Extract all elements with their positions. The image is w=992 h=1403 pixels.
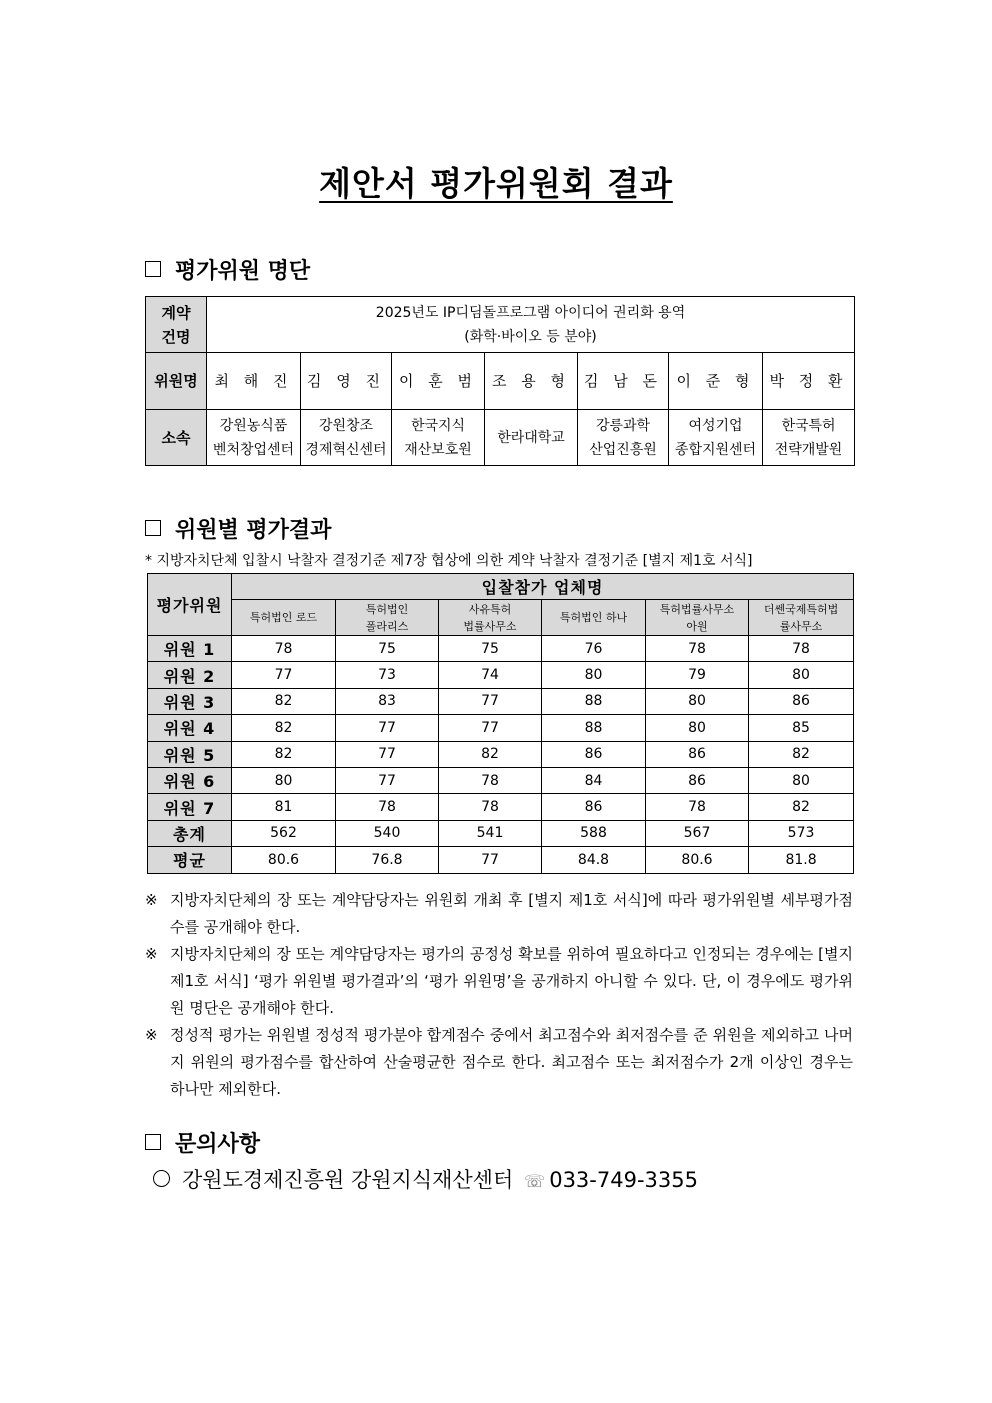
checkbox-square-icon <box>145 520 161 536</box>
score-cell: 78 <box>232 636 336 662</box>
member-affiliation <box>669 410 763 466</box>
row-label: 위원 5 <box>148 741 232 767</box>
score-cell: 77 <box>336 741 439 767</box>
score-cell: 80 <box>749 662 854 688</box>
contract-name-cell: 2025년도 IP디딤돌프로그램 아이디어 권리화 용역 (화학·바이오 등 분야) <box>207 297 855 353</box>
notes-list <box>145 887 853 1103</box>
table-row <box>148 715 854 741</box>
company-header <box>749 600 854 636</box>
member-name: 김 남 돈 <box>578 353 669 410</box>
members-table <box>145 296 855 466</box>
company-header-line: 아원 <box>686 619 708 633</box>
row-label: 위원 2 <box>148 662 232 688</box>
score-cell: 77 <box>439 688 542 714</box>
checkbox-square-icon <box>145 261 161 277</box>
score-cell: 77 <box>232 662 336 688</box>
company-header <box>542 600 646 636</box>
score-cell: 78 <box>439 767 542 793</box>
row-label: 총계 <box>148 820 232 846</box>
member-affiliation-line: 강릉과학 <box>595 417 651 434</box>
table-row <box>148 688 854 714</box>
score-cell: 86 <box>542 794 646 820</box>
member-affiliation <box>392 410 485 466</box>
row-label: 위원 1 <box>148 636 232 662</box>
company-header-line: 더쎈국제특허법 <box>763 602 839 616</box>
score-cell: 86 <box>749 688 854 714</box>
note-item <box>145 941 853 1022</box>
score-cell: 588 <box>542 820 646 846</box>
score-cell: 82 <box>232 688 336 714</box>
company-header-line: 률사무소 <box>779 619 823 633</box>
member-name: 박 정 환 <box>763 353 855 410</box>
member-affiliation-line: 여성기업 <box>688 417 743 434</box>
note-text: 정성적 평가는 위원별 정성적 평가분야 합계점수 중에서 최고점수와 최저점수를 준 위원을 제외하고 나머지 위원의 평가점수를 합산하여 산술평균한 점수로 한다. 최고점수 또는 최저점수가 2개 이상인 경우는 하나만 제외한다. <box>170 1026 853 1098</box>
score-cell: 78 <box>439 794 542 820</box>
company-header-line: 법률사무소 <box>463 619 517 633</box>
score-cell: 80.6 <box>232 847 336 873</box>
score-cell: 78 <box>336 794 439 820</box>
member-affiliation-line: 강원농식품 <box>219 417 288 434</box>
score-cell: 77 <box>336 715 439 741</box>
results-corner-header: 평가위원 <box>148 574 232 636</box>
member-affiliation-line: 종합지원센터 <box>674 441 757 458</box>
member-affiliation-line: 산업진흥원 <box>589 441 657 458</box>
member-affiliation-line: 재산보호원 <box>404 441 472 458</box>
score-cell: 76 <box>542 636 646 662</box>
row-label: 평균 <box>148 847 232 873</box>
section-heading-members: 평가위원 명단 <box>145 254 310 285</box>
score-cell: 82 <box>439 741 542 767</box>
contact-line <box>153 1164 698 1194</box>
score-cell: 86 <box>646 741 749 767</box>
score-cell: 84.8 <box>542 847 646 873</box>
table-row <box>148 820 854 846</box>
member-affiliation-line: 경제혁신센터 <box>305 441 387 458</box>
score-cell: 80 <box>646 688 749 714</box>
member-affiliation <box>485 410 578 466</box>
company-header <box>646 600 749 636</box>
score-cell: 77 <box>336 767 439 793</box>
score-cell: 88 <box>542 715 646 741</box>
member-affiliation-line: 한라대학교 <box>497 429 565 446</box>
score-cell: 80 <box>749 767 854 793</box>
member-affil-label: 소속 <box>146 410 207 466</box>
score-cell: 86 <box>542 741 646 767</box>
company-header-line: 폴라리스 <box>365 619 409 633</box>
score-cell: 74 <box>439 662 542 688</box>
table-row <box>148 847 854 873</box>
score-cell: 73 <box>336 662 439 688</box>
reference-mark-icon: ※ <box>145 1026 158 1044</box>
score-cell: 78 <box>646 636 749 662</box>
member-affiliation <box>301 410 392 466</box>
member-affiliation-line: 강원창조 <box>318 417 374 434</box>
member-affiliation <box>763 410 855 466</box>
score-cell: 80 <box>646 715 749 741</box>
contact-org: 강원도경제진흥원 강원지식재산센터 <box>182 1168 514 1192</box>
checkbox-square-icon <box>145 1134 161 1150</box>
score-cell: 85 <box>749 715 854 741</box>
company-header-line: 특허법인 하나 <box>559 611 628 624</box>
score-cell: 78 <box>749 636 854 662</box>
score-cell: 83 <box>336 688 439 714</box>
score-cell: 80 <box>542 662 646 688</box>
score-cell: 80.6 <box>646 847 749 873</box>
table-row <box>148 636 854 662</box>
score-cell: 75 <box>336 636 439 662</box>
score-cell: 82 <box>749 741 854 767</box>
score-cell: 86 <box>646 767 749 793</box>
score-cell: 82 <box>232 715 336 741</box>
score-cell: 76.8 <box>336 847 439 873</box>
score-cell: 77 <box>439 847 542 873</box>
member-affiliation-line: 전략개발원 <box>774 441 843 458</box>
score-cell: 78 <box>646 794 749 820</box>
reference-mark-icon: ※ <box>145 945 158 963</box>
note-item <box>145 887 853 941</box>
company-group-header: 입찰참가 업체명 <box>232 574 854 600</box>
company-header-line: 특허법인 <box>365 602 409 616</box>
section-heading-results: 위원별 평가결과 <box>145 513 331 544</box>
score-cell: 567 <box>646 820 749 846</box>
score-cell: 84 <box>542 767 646 793</box>
score-cell: 77 <box>439 715 542 741</box>
table-row <box>148 741 854 767</box>
row-label: 위원 4 <box>148 715 232 741</box>
member-name-label: 위원명 <box>146 353 207 410</box>
score-cell: 75 <box>439 636 542 662</box>
score-cell: 562 <box>232 820 336 846</box>
score-cell: 81.8 <box>749 847 854 873</box>
score-cell: 82 <box>232 741 336 767</box>
contact-phone: 033-749-3355 <box>549 1168 698 1192</box>
section-heading-contact: 문의사항 <box>145 1127 260 1158</box>
company-header <box>232 600 336 636</box>
score-cell: 82 <box>749 794 854 820</box>
member-affiliation <box>578 410 669 466</box>
company-header-line: 특허법인 로드 <box>249 611 318 624</box>
score-cell: 79 <box>646 662 749 688</box>
company-header-line: 사유특허 <box>468 602 512 616</box>
score-cell: 88 <box>542 688 646 714</box>
score-cell: 80 <box>232 767 336 793</box>
company-header <box>439 600 542 636</box>
results-note: * 지방자치단체 입찰시 낙찰자 결정기준 제7장 협상에 의한 계약 낙찰자 결정기준 [별지 제1호 서식] <box>145 553 753 569</box>
note-item <box>145 1022 853 1103</box>
phone-icon: ☏ <box>523 1172 546 1192</box>
score-cell: 541 <box>439 820 542 846</box>
note-text: 지방자치단체의 장 또는 계약담당자는 평가의 공정성 확보를 위하여 필요하다고 인정되는 경우에는 [별지 제1호 서식] ‘평가 위원별 평가결과’의 ‘평가 위원명’을 공개하지 아니할 수 있다. 단, 이 경우에도 평가위원 명단은 공개해야 한다. <box>170 945 853 1017</box>
row-label: 위원 3 <box>148 688 232 714</box>
score-cell: 81 <box>232 794 336 820</box>
contract-label-cell: 계약 건명 <box>146 297 207 353</box>
table-row <box>148 794 854 820</box>
row-label: 위원 6 <box>148 767 232 793</box>
score-cell: 540 <box>336 820 439 846</box>
note-text: 지방자치단체의 장 또는 계약담당자는 위원회 개최 후 [별지 제1호 서식]에 따라 평가위원별 세부평가점수를 공개해야 한다. <box>170 891 853 936</box>
member-affiliation <box>207 410 301 466</box>
table-row <box>148 767 854 793</box>
member-name: 이 훈 범 <box>392 353 485 410</box>
member-affiliation-line: 한국특허 <box>781 417 836 434</box>
table-row <box>148 662 854 688</box>
row-label: 위원 7 <box>148 794 232 820</box>
results-table <box>147 573 854 874</box>
page-title: 제안서 평가위원회 결과 <box>319 164 673 203</box>
member-name: 최 해 진 <box>207 353 301 410</box>
member-affiliation-line: 한국지식 <box>410 417 466 434</box>
member-affiliation-line: 벤처창업센터 <box>212 441 295 458</box>
score-cell: 573 <box>749 820 854 846</box>
member-name: 김 영 진 <box>301 353 392 410</box>
reference-mark-icon: ※ <box>145 891 158 909</box>
member-name: 이 준 형 <box>669 353 763 410</box>
company-header <box>336 600 439 636</box>
company-header-line: 특허법률사무소 <box>659 602 735 616</box>
member-name: 조 용 형 <box>485 353 578 410</box>
circle-bullet-icon <box>153 1170 170 1187</box>
